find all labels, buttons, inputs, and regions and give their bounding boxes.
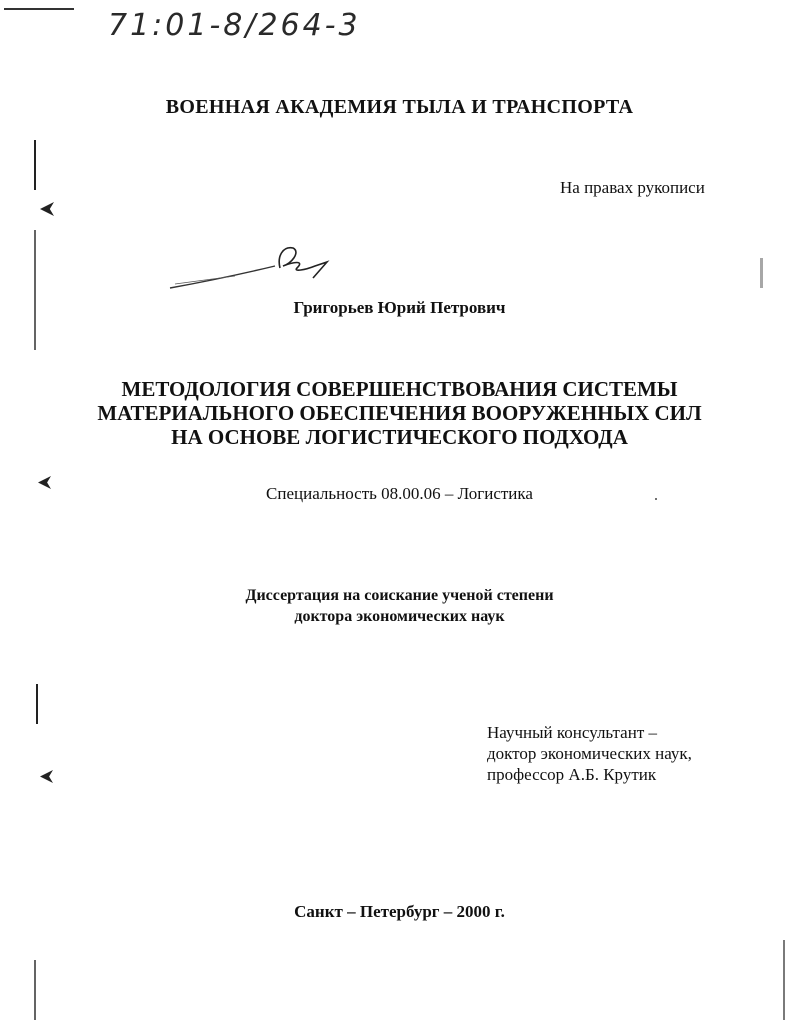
specialty: Специальность 08.00.06 – Логистика [266,484,533,503]
title-line: НА ОСНОВЕ ЛОГИСТИЧЕСКОГО ПОДХОДА [171,425,628,449]
scan-margin-mark [34,140,36,190]
rights-note: На правах рукописи [560,178,705,197]
consultant-line: профессор А.Б. Крутик [487,765,657,784]
scan-margin-mark [783,940,785,1020]
consultant-line: доктор экономических наук, [487,744,692,763]
title-line: МАТЕРИАЛЬНОГО ОБЕСПЕЧЕНИЯ ВООРУЖЕННЫХ СИЛ [97,401,702,425]
scan-margin-mark [34,230,36,350]
scan-margin-mark [36,684,38,724]
title-line: МЕТОДОЛОГИЯ СОВЕРШЕНСТВОВАНИЯ СИСТЕМЫ [121,377,678,401]
degree-statement [0,585,799,627]
dissertation-title [0,377,799,449]
scan-margin-mark [40,770,53,783]
degree-line: Диссертация на соискание ученой степени [245,587,554,604]
catalog-number: 71:01-8/264-3 [108,8,361,43]
scan-margin-mark [760,258,763,288]
scan-margin-mark [34,960,36,1020]
academy-name: ВОЕННАЯ АКАДЕМИЯ ТЫЛА И ТРАНСПОРТА [165,96,634,118]
city-year: Санкт – Петербург – 2000 г. [294,902,505,921]
consultant-line: Научный консультант – [487,723,657,742]
degree-line: доктора экономических наук [294,608,505,625]
scan-margin-mark [40,202,54,216]
scan-top-line [4,8,74,10]
scientific-consultant [487,722,787,785]
author-name: Григорьев Юрий Петрович [293,298,506,317]
author-signature [165,238,335,298]
